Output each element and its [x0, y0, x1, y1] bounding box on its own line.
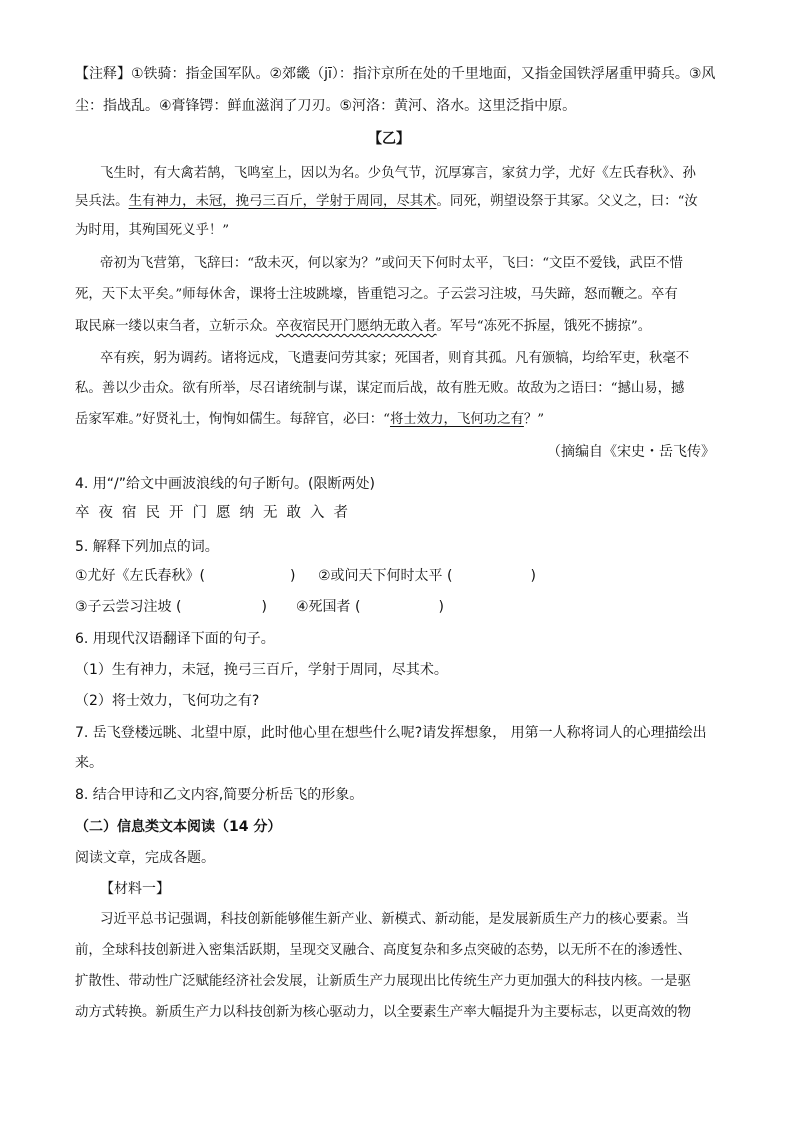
- passage-text: 取民麻一缕以束刍者，立斩示众。: [75, 319, 276, 334]
- passage-text: ？”: [523, 412, 545, 427]
- question-6-sentence-2: （2）将士效力，飞何功之有?: [75, 693, 260, 709]
- passage-p1-line-3: 为时用，其殉国死义乎！”: [75, 223, 230, 238]
- passage-text: 吴兵法。: [75, 194, 129, 209]
- material-line-4: 动方式转换。新质生产力以科技创新为核心驱动力，以全要素生产率大幅提升为主要标志，以更高效的物: [75, 1005, 691, 1020]
- note-line-1: 【注释】①铁骑：指金国军队。②郊畿（jī）：指汴京所在处的千里地面，又指金国铁浮屠重甲骑兵。③风: [75, 66, 716, 82]
- item-text: ②或问天下何时太平 (: [318, 568, 453, 584]
- question-5-item-1: [75, 569, 295, 583]
- passage-p3-line-3: [75, 413, 544, 426]
- material-line-2: 前，全球科技创新进入密集活跃期，呈现交叉融合、高度复杂和多点突破的态势，以无所不在的渗透性、: [75, 943, 691, 958]
- passage-p1-line-1: 飞生时，有大禽若鹄，飞鸣室上，因以为名。少负气节，沉厚寡言，家贫力学，尤好《左氏春秋》、孙: [100, 166, 696, 181]
- question-7-line-2: 来。: [75, 755, 103, 771]
- question-6: 6. 用现代汉语翻译下面的句子。: [75, 631, 275, 647]
- passage-p2-line-2: 死，天下太平矣。”师每休舍，课将士注坡跳壕，皆重铠习之。子云尝习注坡，马失蹄，怒而鞭之。卒有: [75, 287, 678, 302]
- question-4: 4. 用“/”给文中画波浪线的句子断句。(限断两处): [75, 476, 375, 492]
- passage-p3-line-2: 私。善以少击众。欲有所举，尽召诸统制与谋，谋定而后战，故有胜无败。故敌为之语曰：“撼山易，撼: [75, 381, 685, 396]
- question-6-sentence-1: （1）生有神力，未冠，挽弓三百斤，学射于周同，尽其术。: [75, 662, 448, 678]
- section-2-instruction: 阅读文章，完成各题。: [75, 850, 215, 866]
- question-5-item-3: [75, 600, 267, 614]
- item-text: ③子云尝习注坡 (: [75, 599, 182, 615]
- passage-p1-line-2: [75, 195, 698, 208]
- question-4-characters: 卒夜宿民开门愿纳无敢入者: [75, 505, 357, 521]
- item-text: ): [530, 568, 536, 584]
- question-8: 8. 结合甲诗和乙文内容,简要分析岳飞的形象。: [75, 787, 364, 803]
- wavy-underlined-sentence: 卒夜宿民开门愿纳无敢入者: [275, 319, 437, 334]
- item-text: ): [438, 599, 444, 615]
- passage-p2-line-1: 帝初为飞营第，飞辞曰：“敌未灭，何以家为？”或问天下何时太平，飞曰：“文臣不爱钱，武臣不惜: [100, 256, 683, 271]
- question-5: 5. 解释下列加点的词。: [75, 539, 219, 555]
- underlined-sentence: 生有神力，未冠，挽弓三百斤，学射于周同，尽其术: [128, 194, 437, 209]
- material-one-label: 【材料一】: [100, 881, 170, 897]
- material-line-1: 习近平总书记强调，科技创新能够催生新产业、新模式、新动能，是发展新质生产力的核心要素。当: [100, 912, 690, 927]
- passage-text: 岳家军难。”好贤礼士，恂恂如儒生。每辞官，必曰：“: [75, 412, 390, 427]
- material-line-3: 扩散性、带动性广泛赋能经济社会发展，让新质生产力展现出比传统生产力更加强大的科技内核。一是驱: [75, 974, 691, 989]
- item-text: ): [290, 568, 296, 584]
- item-text: ④死国者 (: [296, 599, 361, 615]
- source-citation: （摘编自《宋史・岳飞传》: [547, 444, 715, 460]
- item-text: ①尤好《左氏春秋》(: [75, 568, 206, 584]
- item-text: ): [261, 599, 267, 615]
- passage-text: 。同死，朔望设祭于其冢。父义之，曰：“汝: [436, 194, 698, 209]
- passage-p2-line-3: [75, 320, 651, 333]
- section-2-heading: （二）信息类文本阅读（14 分）: [75, 819, 282, 835]
- note-line-2: 尘：指战乱。④膏锋锷：鲜血滋润了刀刃。⑤河洛：黄河、洛水。这里泛指中原。: [75, 98, 577, 114]
- passage-p3-line-1: 卒有疾，躬为调药。诸将远戍，飞遣妻问劳其家；死国者，则育其孤。凡有颁犒，均给军吏，秋毫不: [100, 351, 690, 366]
- underlined-sentence: 将士效力，飞何功之有: [389, 412, 524, 427]
- section-yi-heading: 【乙】: [368, 131, 410, 147]
- question-5-item-4: [296, 600, 444, 614]
- passage-text: 。军号“冻死不拆屋，饿死不掳掠”。: [436, 319, 652, 334]
- question-7-line-1: 7. 岳飞登楼远眺、北望中原，此时他心里在想些什么呢?请发挥想象， 用第一人称将词人的心理描绘出: [75, 725, 707, 741]
- question-5-item-2: [318, 569, 536, 583]
